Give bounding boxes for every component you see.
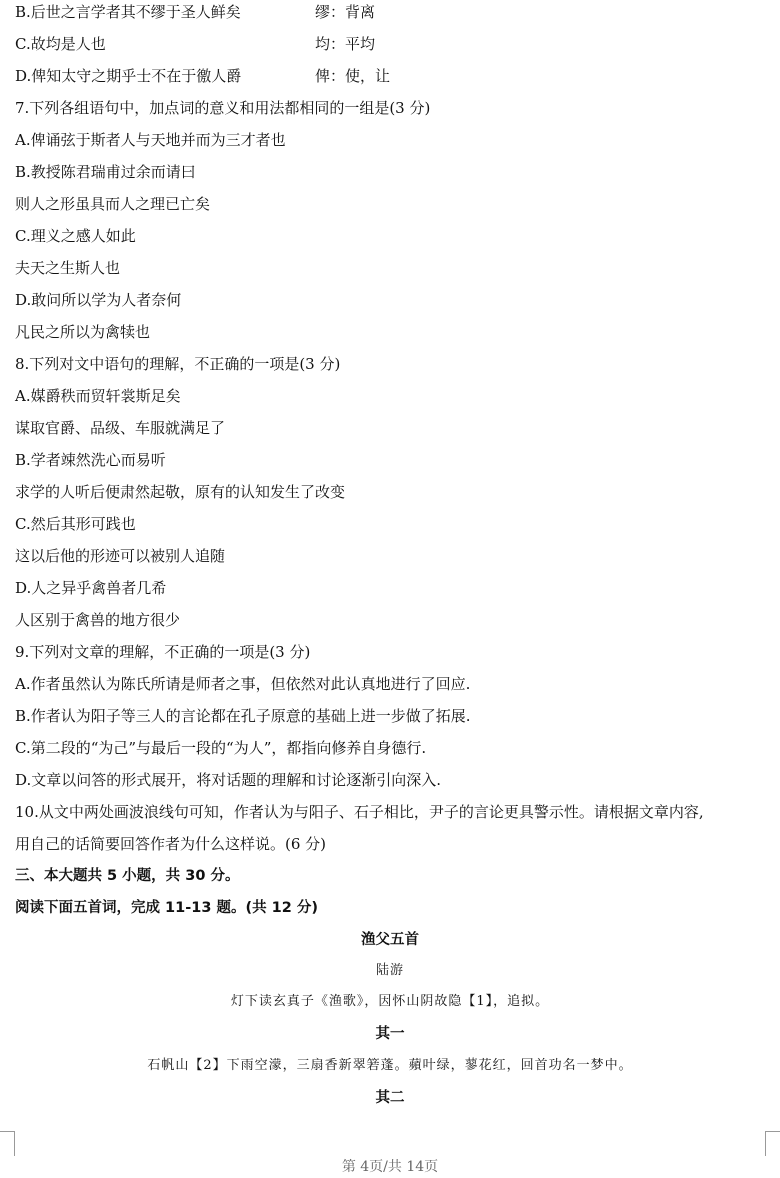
gloss-b: 缪：背离 (315, 3, 376, 21)
section-3-instruction: 阅读下面五首词，完成 11-13 题。(共 12 分) (15, 900, 318, 916)
poem-title: 渔父五首 (361, 932, 419, 948)
poem-part-1-title: 其一 (375, 1026, 405, 1042)
option-b-line: B.后世之言学者其不缪于圣人鲜矣 缪：背离 (15, 3, 376, 21)
q9-option-d: D.文章以问答的形式展开，将对话题的理解和讨论逐渐引向深入. (15, 771, 442, 789)
crop-mark-left (14, 1132, 15, 1156)
poem-author: 陆游 (375, 963, 404, 978)
q8-option-d-translation: 人区别于禽兽的地方很少 (15, 611, 181, 629)
q8-option-b-translation: 求学的人听后便肃然起敬，原有的认知发生了改变 (15, 483, 346, 501)
q8-option-c-translation: 这以后他的形迹可以被别人追随 (15, 547, 226, 565)
question-9: 9.下列对文章的理解，不正确的一项是(3 分) (15, 643, 311, 661)
question-10: 10.从文中两处画波浪线句可知，作者认为与阳子、石子相比，尹子的言论更具警示性。请根据文章内容, (15, 803, 704, 821)
q8-option-b: B.学者竦然洗心而易听 (15, 451, 166, 469)
q9-option-a: A.作者虽然认为陈氏所请是师者之事，但依然对此认真地进行了回应. (15, 675, 471, 693)
q8-option-c: C.然后其形可践也 (15, 515, 136, 533)
crop-mark-right (765, 1132, 766, 1156)
question-8: 8.下列对文中语句的理解，不正确的一项是(3 分) (15, 355, 341, 373)
gloss-d: 俾：使，让 (315, 67, 391, 85)
q8-option-a: A.媒爵秩而贸轩裳斯足矣 (15, 387, 181, 405)
question-10-cont: 用自己的话简要回答作者为什么这样说。(6 分) (15, 835, 327, 853)
q7-option-b-pair: 则人之形虽具而人之理已亡矣 (15, 195, 211, 213)
q9-option-c: C.第二段的“为己”与最后一段的“为人”，都指向修养自身德行. (15, 739, 427, 757)
q9-option-b: B.作者认为阳子等三人的言论都在孔子原意的基础上进一步做了拓展. (15, 707, 471, 725)
q7-option-b: B.教授陈君瑞甫过余而请曰 (15, 163, 196, 181)
gloss-c: 均：平均 (315, 35, 376, 53)
q8-option-d: D.人之异乎禽兽者几希 (15, 579, 167, 597)
q7-option-d: D.敢问所以学为人者奈何 (15, 291, 182, 309)
q7-option-c-pair: 夫天之生斯人也 (15, 259, 121, 277)
page-footer: 第 4页/共 14页 (341, 1159, 439, 1175)
poem-preface: 灯下读玄真子《渔歌》，因怀山阴故隐【1】，追拟。 (230, 994, 550, 1009)
option-c-line: C.故均是人也 均：平均 (15, 35, 376, 53)
crop-mark-right-h (765, 1131, 780, 1132)
q8-option-a-translation: 谋取官爵、品级、车服就满足了 (15, 419, 226, 437)
poem-part-2-title: 其二 (375, 1090, 405, 1106)
option-d-line: D.俾知太守之期乎士不在于徼人爵 俾：使，让 (15, 67, 391, 85)
poem-part-1-text: 石帆山【2】下雨空濛，三扇香新翠箬蓬。蘋叶绿，蓼花红，回首功名一梦中。 (147, 1058, 633, 1073)
q7-option-d-pair: 凡民之所以为禽犊也 (15, 323, 151, 341)
q7-option-a: A.俾诵弦于斯者人与天地并而为三才者也 (15, 131, 286, 149)
section-3-heading: 三、本大题共 5 小题，共 30 分。 (15, 868, 240, 884)
q7-option-c: C.理义之感人如此 (15, 227, 136, 245)
question-7: 7.下列各组语句中，加点词的意义和用法都相同的一组是(3 分) (15, 99, 431, 117)
crop-mark-left-h (0, 1131, 15, 1132)
